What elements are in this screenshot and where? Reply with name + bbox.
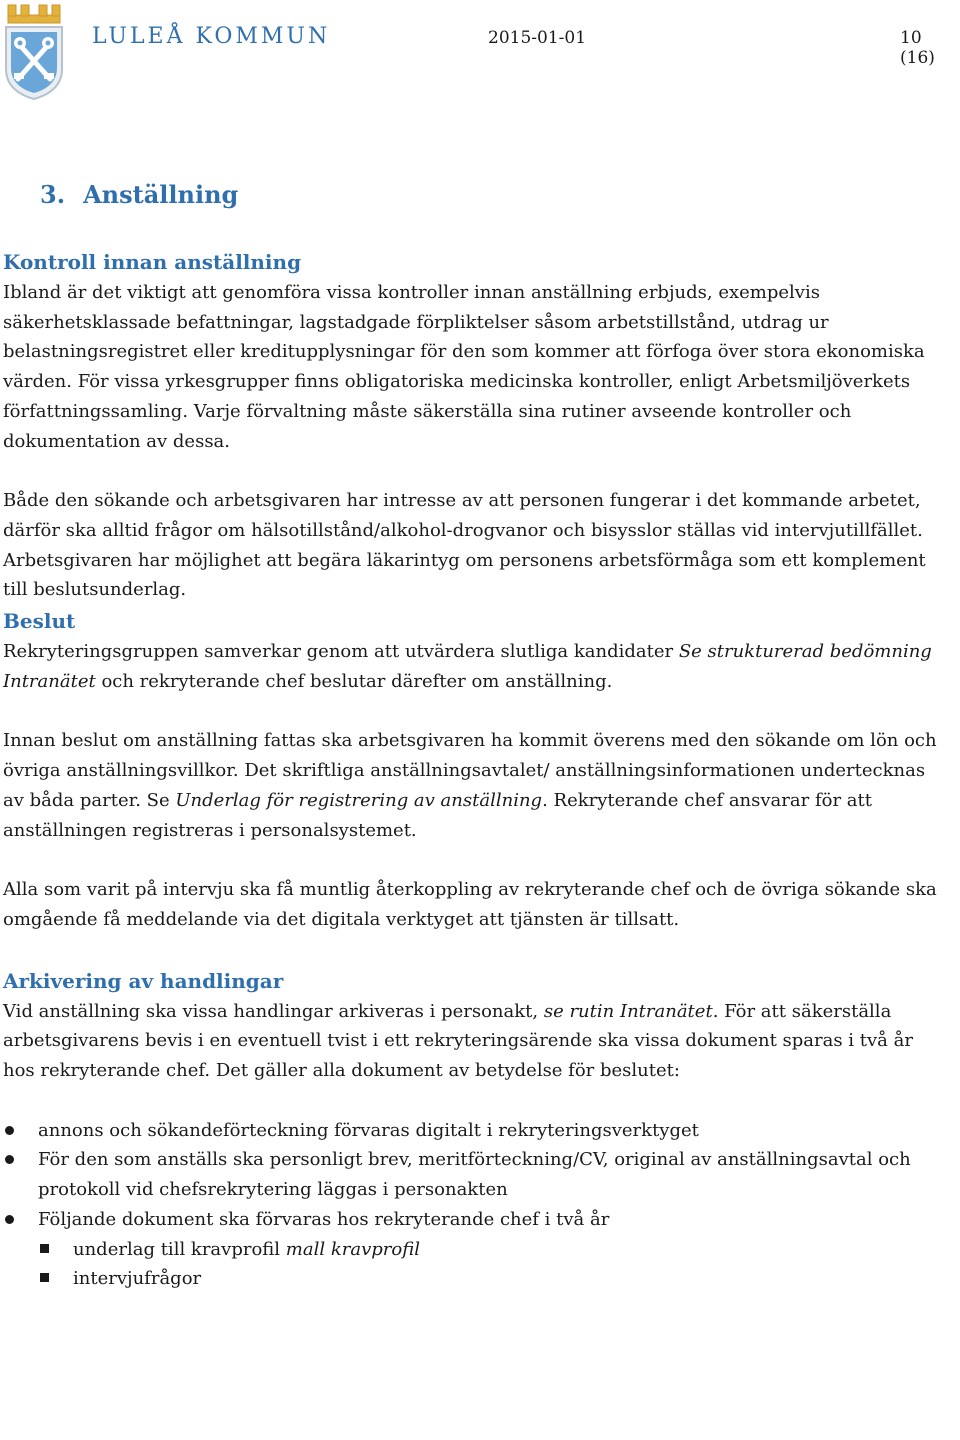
list-item: För den som anställs ska personligt brev, meritförteckning/CV, original av anställningsavtal och protokoll vid chefsrekrytering läggas i personakten [3,1145,943,1204]
sub-list-item [38,1235,943,1265]
paragraph-kontroll-2: Både den sökande och arbetsgivaren har intresse av att personen fungerar i det kommande arbetet, därför ska alltid frågor om hälsotillstånd/alkohol-drogvanor och bisysslor ställas vid intervjutillfället. Arbetsgivaren har möjlighet att begära läkarintyg om personens arbetsförmåga som ett komplement till beslutsunderlag. [3,490,926,601]
paragraph-beslut-2 [3,726,943,845]
text-span: . Rekryterande chef ansvarar för att anställningen registreras i personalsystemet. [3,789,872,841]
section-title: Anställning [83,180,239,209]
reference-registration-basis: Underlag för registrering av anställning [175,789,543,811]
sub-list-item: intervjufrågor [38,1264,943,1294]
reference-template-requirements: mall kravprofil [285,1238,420,1260]
document-body [3,178,943,1294]
page-number: 10 (16) [900,28,935,68]
text-span: underlag till kravprofil [73,1238,286,1260]
heading-kontroll: Kontroll innan anställning [3,250,302,274]
paragraph-beslut-1 [3,637,943,696]
list-item-text: Följande dokument ska förvaras hos rekryterande chef i två år [38,1208,610,1230]
paragraph-arkivering-1 [3,997,943,1086]
paragraph-beslut-3: Alla som varit på intervju ska få muntlig återkoppling av rekryterande chef och de övriga sökande ska omgående få meddelande via det digitala verktyget att tjänsten är tillsatt. [3,879,937,930]
list-item: annons och sökandeförteckning förvaras digitalt i rekryteringsverktyget [3,1116,943,1146]
section-heading [40,178,943,212]
text-span: Rekryteringsgruppen samverkar genom att utvärdera slutliga kandidater [3,641,679,663]
document-date: 2015-01-01 [488,28,587,48]
section-number: 3. [40,180,66,209]
sub-list [38,1235,943,1294]
text-span: Innan beslut om anställning fattas ska arbetsgivaren ha kommit överens med den sökande om lön och övriga anställningsvillkor. Det skriftliga anställningsavtalet/ anställningsinformationen undertecknas av båda parter. Se [3,730,937,811]
heading-beslut: Beslut [3,609,76,634]
text-span: . För att säkerställa arbetsgivarens bevis i en eventuell tvist i ett rekryteringsärende ska vissa dokument sparas i två år hos rekryterande chef. Det gäller alla dokument av betydelse för beslutet: [3,1000,913,1082]
reference-routine-intranet: se rutin Intranätet [543,1000,713,1022]
bullet-list [3,1116,943,1294]
municipality-coat-of-arms [4,3,64,101]
text-span: Vid anställning ska vissa handlingar arkiveras i personakt, [3,1000,544,1022]
heading-arkivering: Arkivering av handlingar [3,968,284,993]
text-span: och rekryterande chef beslutar därefter om anställning. [95,670,613,692]
reference-structured-assessment: Se strukturerad bedömning Intranätet [3,641,932,692]
list-item [3,1205,943,1294]
organization-name: LULEÅ KOMMUN [92,24,331,49]
paragraph-kontroll-1: Ibland är det viktigt att genomföra vissa kontroller innan anställning erbjuds, exempelvis säkerhetsklassade befattningar, lagstadgade förpliktelser såsom arbetstillstånd, utdrag ur belastningsregistret eller kreditupplysningar för den som kommer att förfoga över stora ekonomiska värden. För vissa yrkesgrupper finns obligatoriska medicinska kontroller, enligt Arbetsmiljöverkets författningssamling. Varje förvaltning måste säkerställa sina rutiner avseende kontroller och dokumentation av dessa. [3,282,925,452]
